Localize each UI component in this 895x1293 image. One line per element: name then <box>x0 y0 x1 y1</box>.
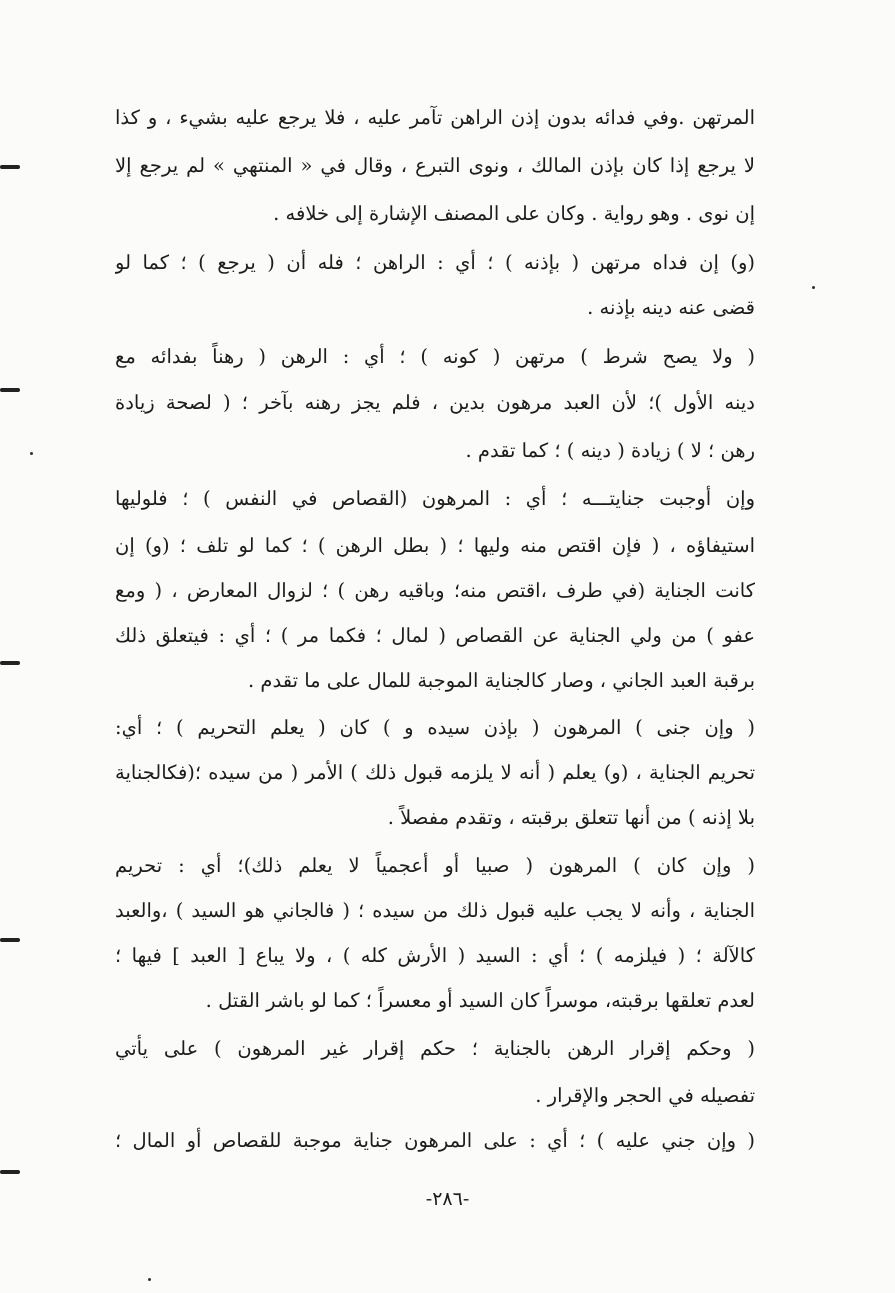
page-number: -٢٨٦- <box>425 1188 470 1210</box>
text-line: وإن أوجبت جنايتـــه ؛ أي : المرهون (القصاص في النفس ) ؛ فلوليها <box>115 487 755 510</box>
text-line: المرتهن .وفي فدائه بدون إذن الراهن تآمر عليه ، فلا يرجع عليه بشيء ، و كذا <box>115 106 755 129</box>
text-line: إن نوى . وهو رواية . وكان على المصنف الإشارة إلى خلافه . <box>273 202 755 225</box>
text-line: الجناية ، وأنه لا يجب عليه قبول ذلك من سيده ؛ ( فالجاني هو السيد ) ،والعبد <box>115 899 755 922</box>
text-line: ( وحكم إقرار الرهن بالجناية ؛ حكم إقرار غير المرهون ) على يأتي <box>115 1037 755 1060</box>
scan-speck <box>30 452 33 455</box>
text-line: (و) إن فداه مرتهن ( بإذنه ) ؛ أي : الراهن ؛ فله أن ( يرجع ) ؛ كما لو <box>115 251 755 274</box>
binding-mark <box>0 938 20 942</box>
text-line: برقبة العبد الجاني ، وصار كالجناية الموجبة للمال على ما تقدم . <box>248 669 755 692</box>
scan-speck <box>812 286 815 289</box>
text-line: استيفاؤه ، ( فإن اقتص منه وليها ؛ ( بطل الرهن ) ؛ كما لو تلف ؛ (و) إن <box>115 534 755 557</box>
binding-mark <box>0 388 20 392</box>
text-line: كانت الجناية (في طرف ،اقتص منه؛ وباقيه رهن ) ؛ لزوال المعارض ، ( ومع <box>115 579 755 602</box>
text-line: بلا إذنه ) من أنها تتعلق برقبته ، وتقدم مفصلاً . <box>387 806 755 829</box>
text-line: تفصيله في الحجر والإقرار . <box>535 1084 755 1107</box>
text-line: ( وإن جني عليه ) ؛ أي : على المرهون جناية موجبة للقصاص أو المال ؛ <box>115 1129 755 1152</box>
text-line: لا يرجع إذا كان بإذن المالك ، ونوى التبرع ، وقال في « المنتهي » لم يرجع إلا <box>115 154 755 177</box>
text-line: ( وإن كان ) المرهون ( صبيا أو أعجمياً لا يعلم ذلك)؛ أي : تحريم <box>115 854 755 877</box>
binding-mark <box>0 661 20 665</box>
text-line: قضى عنه دينه بإذنه . <box>587 296 755 319</box>
text-line: رهن ؛ لا ) زيادة ( دينه ) ؛ كما تقدم . <box>465 439 755 462</box>
text-line: دينه الأول )؛ لأن العبد مرهون بدين ، فلم يجز رهنه بآخر ؛ ( لصحة زيادة <box>115 391 755 414</box>
scan-speck <box>148 1278 151 1281</box>
binding-mark <box>0 1170 20 1174</box>
text-line: ( ولا يصح شرط ) مرتهن ( كونه ) ؛ أي : الرهن ( رهناً بفدائه مع <box>115 345 755 368</box>
text-line: لعدم تعلقها برقبته، موسراً كان السيد أو معسراً ؛ كما لو باشر القتل . <box>205 989 755 1012</box>
binding-mark <box>0 165 20 169</box>
text-line: عفو ) من ولي الجناية عن القصاص ( لمال ؛ فكما مر ) ؛ أي : فيتعلق ذلك <box>115 624 755 647</box>
text-line: كالآلة ؛ ( فيلزمه ) ؛ أي : السيد ( الأرش كله ) ، ولا يباع [ العبد ] فيها ؛ <box>115 944 755 967</box>
text-line: تحريم الجناية ، (و) يعلم ( أنه لا يلزمه قبول ذلك ) الأمر ( من سيده ؛(فكالجناية <box>115 761 755 784</box>
text-line: ( وإن جنى ) المرهون ( بإذن سيده و ) كان ( يعلم التحريم ) ؛ أي: <box>115 716 755 739</box>
